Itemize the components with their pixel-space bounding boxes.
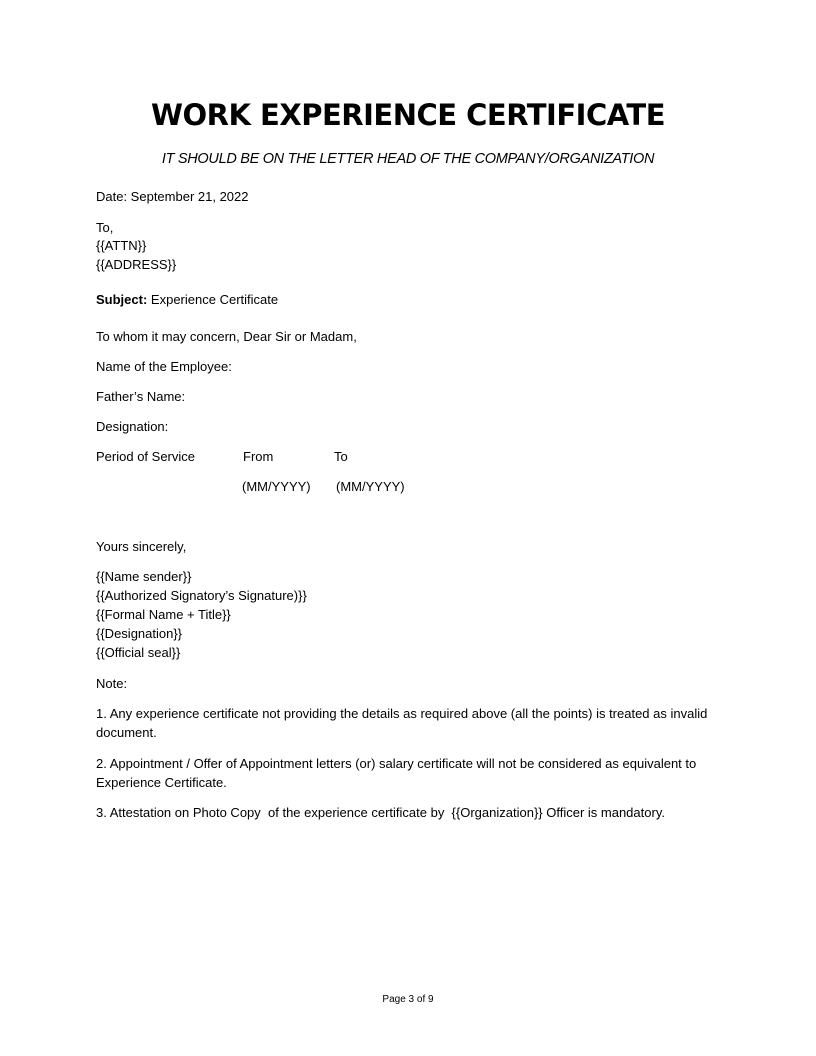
field-fathers-name: Father’s Name:	[96, 389, 186, 404]
subject-value: Experience Certificate	[150, 292, 279, 307]
signature-line: {{Name sender}}	[96, 569, 192, 584]
field-period-label: Period of Service	[96, 449, 195, 464]
field-to-label: To	[334, 449, 348, 464]
note-item: 2. Appointment / Offer of Appointment letters (or) salary certificate will not be considered as equivalent to Experience Certificate.	[96, 756, 697, 790]
note-item: 1. Any experience certificate not providing the details as required above (all the points) is treated as invalid document.	[96, 706, 708, 740]
signature-line: {{Designation}}	[96, 626, 183, 641]
recipient-to: To,	[96, 220, 114, 235]
field-designation: Designation:	[96, 419, 169, 434]
signature-line: {{Authorized Signatory’s Signature)}}	[96, 588, 307, 603]
note-item: 3. Attestation on Photo Copy of the experience certificate by {{Organization}} Officer is mandatory.	[96, 805, 665, 820]
page-number: Page 3 of 9	[382, 994, 434, 1005]
signature-line: {{Official seal}}	[96, 645, 181, 660]
recipient-attn: {{ATTN}}	[96, 238, 147, 253]
subject-label: Subject:	[96, 292, 148, 307]
salutation: To whom it may concern, Dear Sir or Madam,	[96, 329, 357, 344]
subject-line	[96, 290, 278, 309]
closing: Yours sincerely,	[96, 539, 187, 554]
field-from-label: From	[243, 449, 274, 464]
note-label: Note:	[96, 676, 128, 691]
signature-line: {{Formal Name + Title}}	[96, 607, 231, 622]
field-employee-name: Name of the Employee:	[96, 359, 232, 374]
document-title: WORK EXPERIENCE CERTIFICATE	[150, 98, 666, 132]
field-to-format: (MM/YYYY)	[336, 479, 405, 494]
document-subtitle: IT SHOULD BE ON THE LETTER HEAD OF THE COMPANY/ORGANIZATION	[161, 151, 655, 167]
field-from-format: (MM/YYYY)	[242, 479, 311, 494]
recipient-address: {{ADDRESS}}	[96, 257, 177, 272]
date-line: Date: September 21, 2022	[96, 189, 249, 204]
